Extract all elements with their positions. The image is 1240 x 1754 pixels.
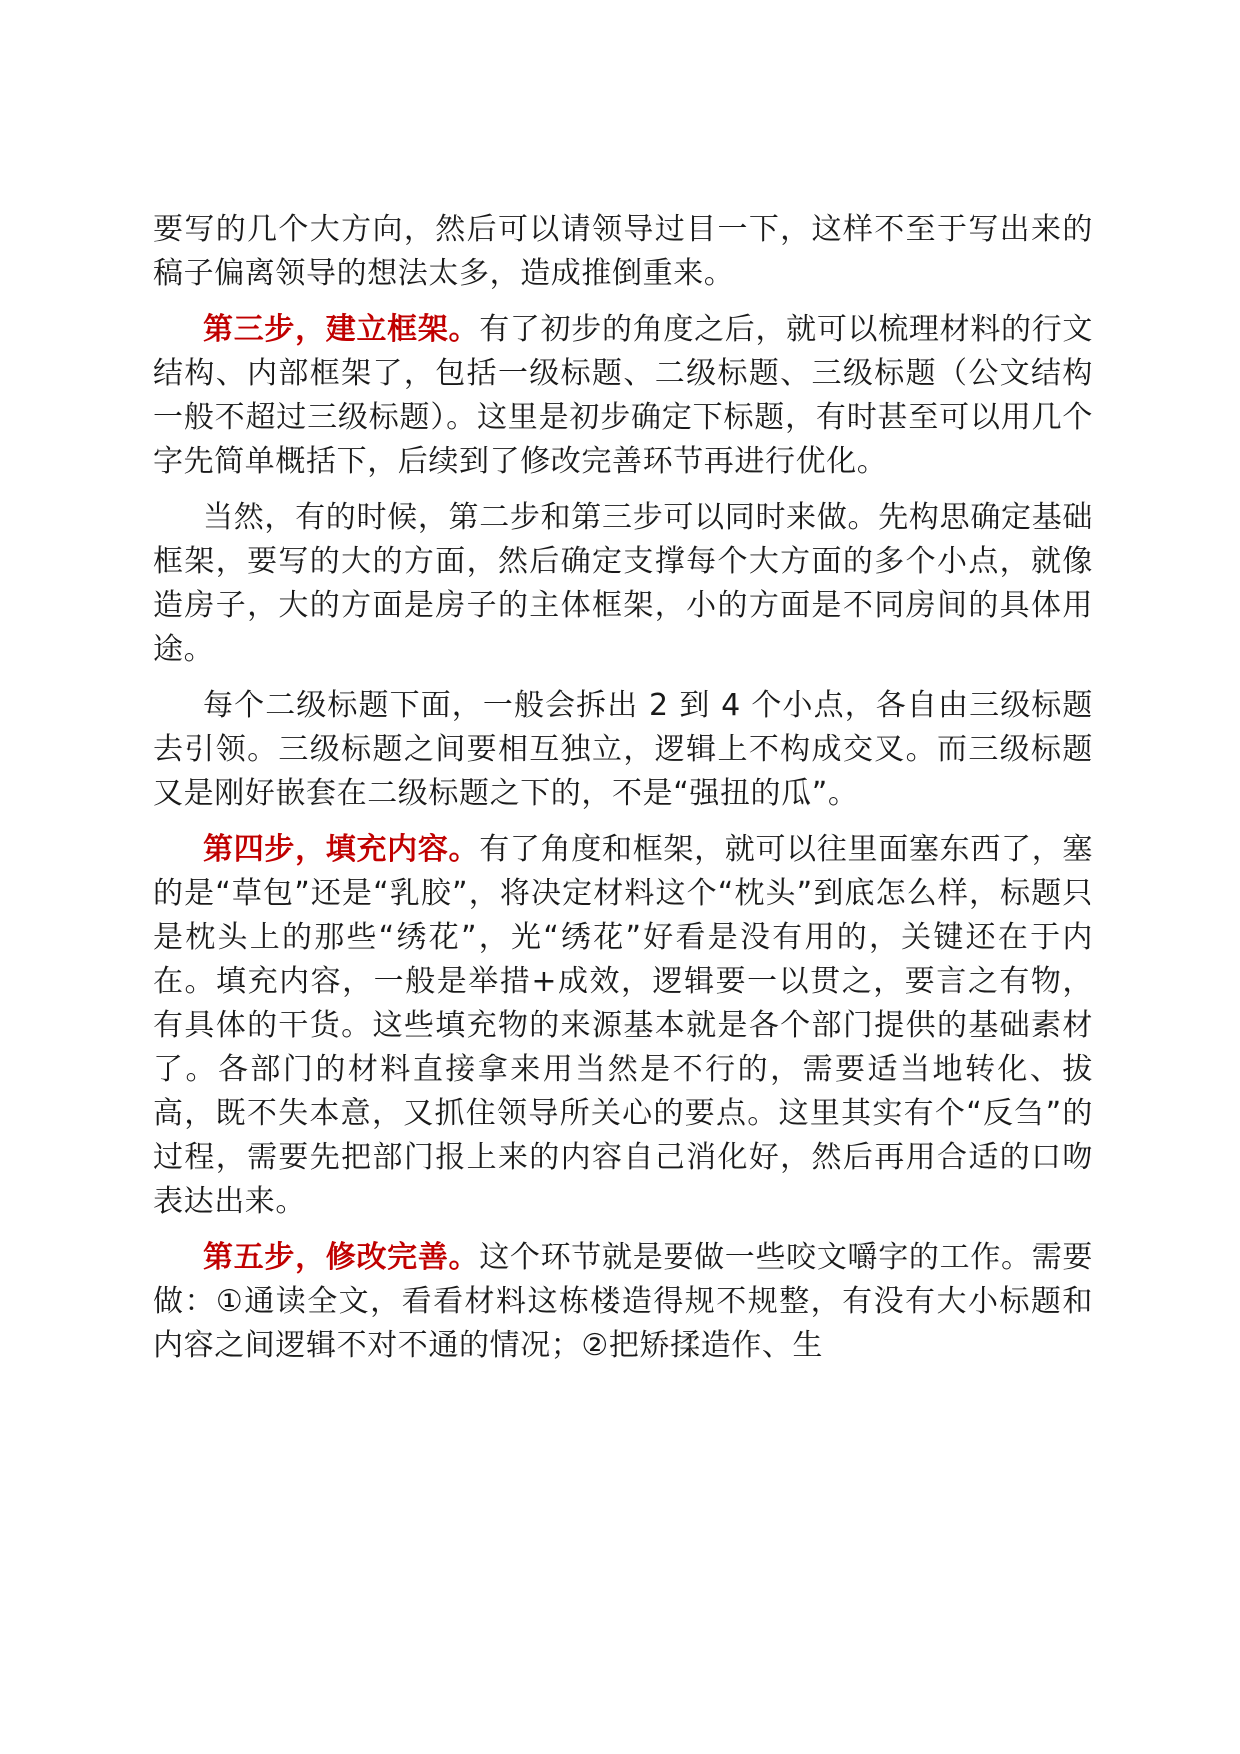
paragraph-text: 这个环节就是要做一些咬文嚼字的工作。需要做：①通读全文，看看材料这栋楼造得规不规整，有没有大小标题和内容之间逻辑不对不通的情况；②把矫揉造作、生 bbox=[153, 1240, 1093, 1363]
paragraph-text: 有了角度和框架，就可以往里面塞东西了，塞的是“草包”还是“乳胶”，将决定材料这个“枕头”到底怎么样，标题只是枕头上的那些“绣花”，光“绣花”好看是没有用的，关键还在于内在。填充内容，一般是举措+成效，逻辑要一以贯之，要言之有物，有具体的干货。这些填充物的来源基本就是各个部门提供的基础素材了。各部门的材料直接拿来用当然是不行的，需要适当地转化、拔高，既不失本意，又抓住领导所关心的要点。这里其实有个“反刍”的过程，需要先把部门报上来的内容自己消化好，然后再用合适的口吻表达出来。 bbox=[153, 832, 1093, 1219]
paragraph-subpoints bbox=[153, 684, 1093, 816]
step-heading: 第五步，修改完善。 bbox=[203, 1240, 480, 1275]
document-page bbox=[153, 208, 1093, 1380]
paragraph-simultaneous bbox=[153, 496, 1093, 672]
paragraph-text: 要写的几个大方向，然后可以请领导过目一下，这样不至于写出来的稿子偏离领导的想法太多，造成推倒重来。 bbox=[153, 212, 1093, 291]
step-heading: 第四步，填充内容。 bbox=[203, 832, 480, 867]
step-heading: 第三步，建立框架。 bbox=[203, 312, 480, 347]
paragraph-text: 当然，有的时候，第二步和第三步可以同时来做。先构思确定基础框架，要写的大的方面，然后确定支撑每个大方面的多个小点，就像造房子，大的方面是房子的主体框架，小的方面是不同房间的具体用途。 bbox=[153, 500, 1093, 667]
paragraph-step-five bbox=[153, 1236, 1093, 1368]
paragraph-continuation bbox=[153, 208, 1093, 296]
paragraph-step-three bbox=[153, 308, 1093, 484]
paragraph-text: 有了初步的角度之后，就可以梳理材料的行文结构、内部框架了，包括一级标题、二级标题、三级标题（公文结构一般不超过三级标题）。这里是初步确定下标题，有时甚至可以用几个字先简单概括下，后续到了修改完善环节再进行优化。 bbox=[153, 312, 1093, 479]
paragraph-step-four bbox=[153, 828, 1093, 1224]
paragraph-text: 每个二级标题下面，一般会拆出 2 到 4 个小点，各自由三级标题去引领。三级标题之间要相互独立，逻辑上不构成交叉。而三级标题又是刚好嵌套在二级标题之下的，不是“强扭的瓜”。 bbox=[153, 688, 1093, 811]
